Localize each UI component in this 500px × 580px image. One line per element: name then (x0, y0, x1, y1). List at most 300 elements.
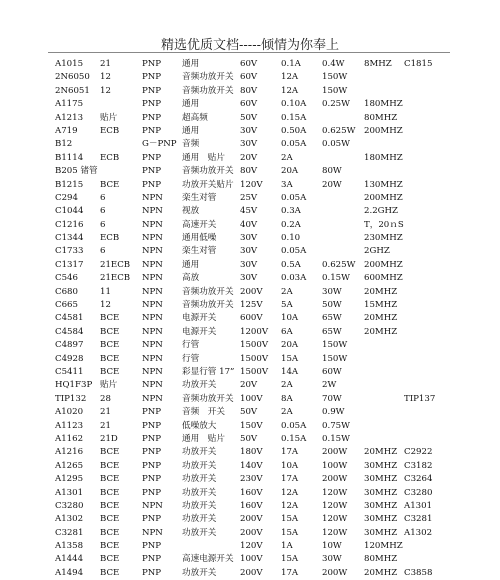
table-cell: 通用 (182, 59, 200, 69)
table-cell: 20MHZ (364, 447, 398, 458)
table-cell: 150W (322, 340, 348, 351)
table-cell: 高放 (182, 273, 200, 284)
table-cell: 功放开关 (182, 514, 217, 525)
table-cell: PNP (142, 166, 162, 177)
table-cell: 600V (240, 313, 263, 324)
table-cell: 20MHZ (364, 567, 398, 578)
table-cell: 140V (240, 460, 263, 471)
table-cell: 12A (281, 500, 299, 511)
table-cell: 0.1A (281, 59, 301, 69)
table-cell: 120V (240, 541, 263, 552)
table-cell: 120V (240, 179, 263, 190)
table-cell: 0.05A (281, 420, 307, 431)
table-cell: 21 (100, 59, 111, 69)
table-cell: 150W (322, 85, 348, 96)
table-cell: 通用 (182, 125, 200, 136)
table-cell: 功放开关 (182, 487, 217, 498)
table-cell: 1500V (240, 366, 269, 377)
table-cell: 80V (240, 85, 258, 96)
table-cell: BCE (100, 460, 120, 471)
table-cell: 0.5A (281, 259, 301, 270)
table-row (0, 219, 500, 232)
table-row (0, 205, 500, 218)
table-cell: PNP (142, 554, 162, 565)
table-cell: 音频 (182, 139, 200, 150)
table-cell: 150W (322, 353, 348, 364)
table-cell: C1317 (55, 259, 84, 270)
table-cell: 200V (240, 527, 263, 538)
table-cell: PNP (142, 125, 162, 136)
table-cell: PNP (142, 407, 162, 418)
table-cell: 21 (100, 420, 111, 431)
table-row (0, 487, 500, 500)
table-cell: A1301 (404, 500, 433, 511)
table-cell: 通用 贴片 (182, 152, 225, 163)
transistor-table (0, 58, 500, 580)
table-cell: C2922 (404, 447, 433, 458)
table-cell: B205 锗管 (55, 166, 98, 177)
table-cell: 2.2GHZ (364, 206, 398, 217)
table-cell: C3858 (404, 567, 433, 578)
table-cell: A1494 (55, 567, 84, 578)
table-cell: 音频功放开关 (182, 393, 234, 404)
table-cell: 0.625W (322, 125, 356, 136)
table-cell: C3281 (55, 527, 84, 538)
table-cell: 100V (240, 393, 263, 404)
table-cell: A1015 (55, 59, 84, 69)
table-cell: 2A (281, 152, 293, 163)
table-cell: 30MHZ (364, 527, 398, 538)
table-cell: B1215 (55, 179, 84, 190)
table-cell: BCE (100, 340, 120, 351)
table-cell: 超高频 (182, 112, 208, 123)
table-cell: 150V (240, 420, 263, 431)
table-cell: 80W (322, 166, 342, 177)
table-cell: 0.50A (281, 125, 307, 136)
table-cell: 5A (281, 300, 293, 311)
table-cell: 50W (322, 300, 342, 311)
table-cell: C3281 (404, 514, 433, 525)
table-cell: NPN (142, 246, 163, 257)
table-row (0, 326, 500, 339)
table-cell: BCE (100, 353, 120, 364)
table-row (0, 446, 500, 459)
table-row (0, 286, 500, 299)
table-cell: BCE (100, 567, 120, 578)
table-cell: G－PNP (142, 139, 177, 150)
table-cell: 功放开关 (182, 527, 217, 538)
table-cell: 高速电源开关 (182, 554, 234, 565)
table-cell: 行管 (182, 340, 200, 351)
table-cell: BCE (100, 541, 120, 552)
table-cell: 0.10A (281, 99, 307, 110)
table-cell: 6 (100, 219, 106, 230)
table-cell: 230MHZ (364, 233, 403, 244)
table-cell: A1295 (55, 474, 84, 485)
table-cell: 高速开关 (182, 219, 217, 230)
table-cell: 贴片 (100, 112, 118, 123)
table-cell: 0.3A (281, 206, 301, 217)
table-cell: 65W (322, 313, 342, 324)
table-cell: 180MHZ (364, 152, 403, 163)
table-cell: 0.15W (322, 433, 350, 444)
table-cell: 120W (322, 500, 348, 511)
table-row (0, 433, 500, 446)
table-cell: 45V (240, 206, 258, 217)
table-cell: 20MHZ (364, 313, 398, 324)
table-cell: A1162 (55, 433, 84, 444)
table-cell: PNP (142, 85, 162, 96)
table-cell: 1200V (240, 326, 269, 337)
table-cell: 10W (322, 541, 342, 552)
table-cell: A1302 (404, 527, 433, 538)
table-cell: 功放开关贴片 (182, 179, 234, 190)
table-cell: 1500V (240, 353, 269, 364)
table-cell: 30V (240, 259, 258, 270)
table-cell: 130MHZ (364, 179, 403, 190)
table-cell: A1444 (55, 554, 84, 565)
table-cell: 30MHZ (364, 487, 398, 498)
table-cell: 12 (100, 85, 111, 96)
table-cell: 0.9W (322, 407, 345, 418)
table-row (0, 500, 500, 513)
table-cell: 30V (240, 246, 258, 257)
table-cell: A1302 (55, 514, 84, 525)
table-row (0, 567, 500, 580)
table-cell: 180MHZ (364, 99, 403, 110)
table-cell: 30V (240, 273, 258, 284)
table-cell: BCE (100, 179, 120, 190)
table-cell: 230V (240, 474, 263, 485)
table-cell: 1A (281, 541, 293, 552)
table-cell: ECB (100, 125, 120, 136)
table-row (0, 353, 500, 366)
table-cell: 音频功放开关 (182, 72, 234, 83)
table-row (0, 553, 500, 566)
table-cell: 彩显行管 17” (182, 366, 235, 377)
table-cell: 功放开关 (182, 380, 217, 391)
table-cell: 音频功放开关 (182, 85, 234, 96)
table-cell: 60V (240, 72, 258, 83)
table-cell: NPN (142, 500, 163, 511)
table-cell: NPN (142, 340, 163, 351)
table-cell: 6A (281, 326, 293, 337)
table-cell: 21D (100, 433, 118, 444)
table-row (0, 71, 500, 84)
table-cell: NPN (142, 326, 163, 337)
table-cell: 20V (240, 152, 258, 163)
table-cell: 30V (240, 233, 258, 244)
table-row (0, 379, 500, 392)
table-row (0, 527, 500, 540)
table-cell: 200MHZ (364, 125, 403, 136)
table-cell: 0.75W (322, 420, 350, 431)
table-cell: 1500V (240, 340, 269, 351)
table-cell: A1123 (55, 420, 84, 431)
table-cell: 2W (322, 380, 337, 391)
table-cell: 20MHZ (364, 326, 398, 337)
table-cell: A719 (55, 125, 78, 136)
table-cell: BCE (100, 474, 120, 485)
table-cell: 10A (281, 460, 299, 471)
table-cell: 0.25W (322, 99, 350, 110)
table-cell: 200V (240, 567, 263, 578)
table-cell: 2A (281, 380, 293, 391)
table-cell: C4897 (55, 340, 84, 351)
table-row (0, 540, 500, 553)
table-cell: BCE (100, 366, 120, 377)
table-cell: A1020 (55, 407, 84, 418)
table-cell: A1213 (55, 112, 84, 123)
table-cell: 200MHZ (364, 192, 403, 203)
table-cell: 25V (240, 192, 258, 203)
table-cell: BCE (100, 313, 120, 324)
table-row (0, 58, 500, 71)
table-row (0, 473, 500, 486)
table-cell: 6 (100, 206, 106, 217)
table-cell: BCE (100, 500, 120, 511)
table-cell: C4928 (55, 353, 84, 364)
table-cell: NPN (142, 233, 163, 244)
table-cell: 70W (322, 393, 342, 404)
table-cell: A1301 (55, 487, 84, 498)
table-row (0, 406, 500, 419)
table-cell: NPN (142, 259, 163, 270)
table-cell: 30MHZ (364, 500, 398, 511)
table-cell: BCE (100, 554, 120, 565)
table-cell: C1733 (55, 246, 84, 257)
table-cell: 20A (281, 340, 299, 351)
table-cell: 15A (281, 514, 299, 525)
table-cell: 8MHZ (364, 59, 392, 69)
table-cell: 160V (240, 500, 263, 511)
table-cell: 30W (322, 286, 342, 297)
table-cell: 15A (281, 353, 299, 364)
table-cell: 17A (281, 447, 299, 458)
table-cell: NPN (142, 353, 163, 364)
table-cell: C3280 (404, 487, 433, 498)
table-cell: C665 (55, 300, 78, 311)
table-cell: BCE (100, 447, 120, 458)
table-cell: TIP132 (55, 393, 87, 404)
table-cell: 12A (281, 85, 299, 96)
table-cell: 通用 贴片 (182, 433, 225, 444)
table-cell: 120W (322, 514, 348, 525)
table-cell: 12A (281, 72, 299, 83)
table-cell: 30MHZ (364, 460, 398, 471)
table-cell: 功放开关 (182, 460, 217, 471)
table-cell: 100V (240, 554, 263, 565)
table-cell: PNP (142, 460, 162, 471)
table-cell: 50V (240, 407, 258, 418)
table-cell: C680 (55, 286, 78, 297)
table-cell: 功放开关 (182, 500, 217, 511)
table-cell: 60W (322, 366, 342, 377)
table-cell: 音频功放开关 (182, 286, 234, 297)
table-cell: C294 (55, 192, 78, 203)
table-cell: C1344 (55, 233, 84, 244)
table-cell: A1216 (55, 447, 84, 458)
table-cell: PNP (142, 179, 162, 190)
table-cell: 6 (100, 192, 106, 203)
table-cell: 行管 (182, 353, 200, 364)
table-cell: 栾生对管 (182, 246, 217, 257)
table-cell: 120MHZ (364, 541, 403, 552)
table-row (0, 245, 500, 258)
table-row (0, 85, 500, 98)
table-cell: 电源开关 (182, 326, 217, 337)
table-cell: 通用低噪 (182, 233, 217, 244)
table-cell: A1358 (55, 541, 84, 552)
table-cell: C3264 (404, 474, 433, 485)
table-cell: 30W (322, 554, 342, 565)
table-cell: 200W (322, 567, 348, 578)
table-cell: 21 (100, 407, 111, 418)
table-cell: 12 (100, 72, 111, 83)
table-cell: 21ECB (100, 259, 131, 270)
header-rule (48, 52, 450, 53)
table-cell: 150W (322, 72, 348, 83)
table-cell: PNP (142, 474, 162, 485)
table-cell: 2GHZ (364, 246, 390, 257)
table-cell: T，20ｎS (364, 219, 404, 230)
table-cell: PNP (142, 59, 162, 69)
table-row (0, 513, 500, 526)
table-cell: BCE (100, 527, 120, 538)
table-cell: 电源开关 (182, 313, 217, 324)
table-row (0, 339, 500, 352)
table-cell: 20A (281, 166, 299, 177)
table-cell: 0.05A (281, 139, 307, 150)
table-cell: 30MHZ (364, 474, 398, 485)
table-cell: 0.625W (322, 259, 356, 270)
table-cell: 2N6050 (55, 72, 90, 83)
table-cell: 80MHZ (364, 112, 398, 123)
table-cell: 0.05A (281, 192, 307, 203)
table-cell: 2N6051 (55, 85, 90, 96)
table-cell: 音频 开关 (182, 407, 225, 418)
table-cell: TIP137 (404, 393, 436, 404)
table-row (0, 366, 500, 379)
table-cell: 10A (281, 313, 299, 324)
table-cell: 180V (240, 447, 263, 458)
table-cell: 15A (281, 527, 299, 538)
table-cell: 贴片 (100, 380, 118, 391)
table-cell: 0.15A (281, 112, 307, 123)
table-cell: 15A (281, 554, 299, 565)
table-cell: 音频功放开关 (182, 166, 234, 177)
table-cell: 160V (240, 487, 263, 498)
table-cell: 0.2A (281, 219, 301, 230)
table-cell: NPN (142, 527, 163, 538)
table-cell: NPN (142, 393, 163, 404)
table-cell: PNP (142, 72, 162, 83)
page-header: 精选优质文档-----倾情为你奉上 (161, 38, 339, 53)
table-cell: 通用 (182, 99, 200, 110)
table-cell: 65W (322, 326, 342, 337)
table-cell: PNP (142, 514, 162, 525)
table-cell: 功放开关 (182, 474, 217, 485)
table-row (0, 299, 500, 312)
table-cell: 12 (100, 300, 111, 311)
table-cell: PNP (142, 99, 162, 110)
table-cell: 功放开关 (182, 447, 217, 458)
table-row (0, 138, 500, 151)
table-cell: 14A (281, 366, 299, 377)
table-cell: NPN (142, 273, 163, 284)
table-cell: 30V (240, 139, 258, 150)
table-cell: 通用 (182, 259, 200, 270)
table-cell: ECB (100, 233, 120, 244)
table-cell: 8A (281, 393, 293, 404)
table-cell: NPN (142, 313, 163, 324)
table-cell: B1114 (55, 152, 84, 163)
table-row (0, 232, 500, 245)
table-cell: NPN (142, 219, 163, 230)
table-cell: 600MHZ (364, 273, 403, 284)
table-cell: 200W (322, 447, 348, 458)
table-cell: ECB (100, 152, 120, 163)
table-row (0, 272, 500, 285)
table-cell: 50V (240, 433, 258, 444)
table-cell: C3280 (55, 500, 84, 511)
table-cell: 2A (281, 286, 293, 297)
table-cell: 视放 (182, 206, 200, 217)
table-cell: 6 (100, 246, 106, 257)
table-cell: 3A (281, 179, 293, 190)
table-row (0, 125, 500, 138)
table-cell: PNP (142, 152, 162, 163)
table-row (0, 312, 500, 325)
table-cell: 低噪放大 (182, 420, 217, 431)
table-cell: NPN (142, 366, 163, 377)
table-cell: 21ECB (100, 273, 131, 284)
table-cell: C1216 (55, 219, 84, 230)
table-cell: 125V (240, 300, 263, 311)
table-cell: NPN (142, 300, 163, 311)
table-row (0, 112, 500, 125)
table-cell: 28 (100, 393, 111, 404)
table-cell: 20W (322, 179, 342, 190)
table-cell: 0.05A (281, 246, 307, 257)
table-row (0, 460, 500, 473)
table-cell: C3182 (404, 460, 433, 471)
table-cell: 120W (322, 527, 348, 538)
table-cell: PNP (142, 567, 162, 578)
table-cell: PNP (142, 112, 162, 123)
table-cell: 20V (240, 380, 258, 391)
table-cell: C4581 (55, 313, 84, 324)
table-cell: C546 (55, 273, 78, 284)
table-cell: 12A (281, 487, 299, 498)
table-cell: 50V (240, 112, 258, 123)
table-cell: 2A (281, 407, 293, 418)
table-cell: 0.03A (281, 273, 307, 284)
table-cell: 60V (240, 99, 258, 110)
table-cell: 40V (240, 219, 258, 230)
table-cell: A1265 (55, 460, 84, 471)
table-cell: NPN (142, 192, 163, 203)
table-cell: A1175 (55, 99, 84, 110)
table-cell: 120W (322, 487, 348, 498)
table-row (0, 165, 500, 178)
table-row (0, 259, 500, 272)
table-cell: 栾生对管 (182, 192, 217, 203)
table-cell: BCE (100, 326, 120, 337)
table-cell: 30MHZ (364, 514, 398, 525)
table-cell: 功放开关 (182, 567, 217, 578)
table-cell: 20MHZ (364, 286, 398, 297)
